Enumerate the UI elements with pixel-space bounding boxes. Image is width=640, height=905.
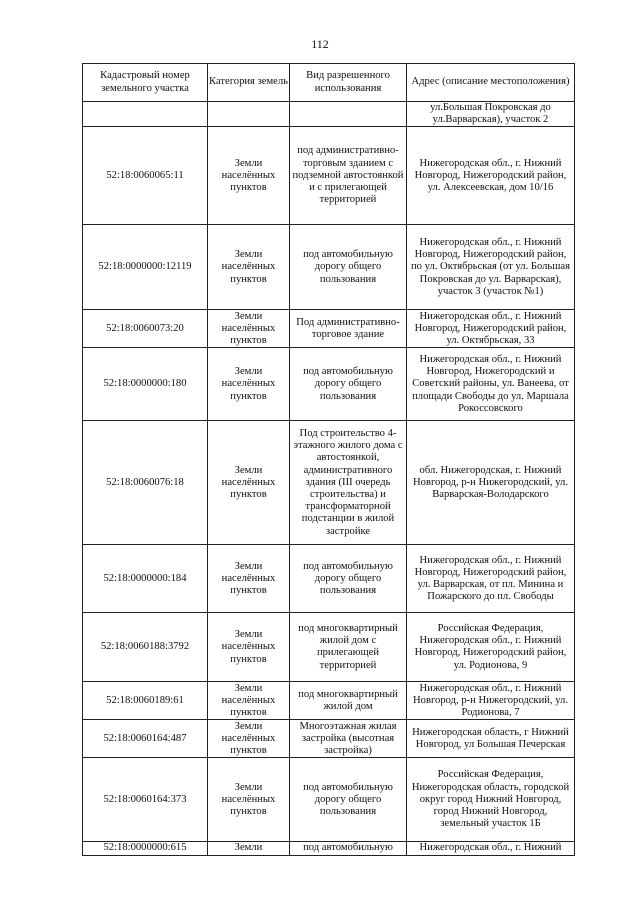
cadastral-number: 52:18:0000000:180 [83,348,208,421]
land-category: Земли населённых пунктов [208,682,290,720]
land-category: Земли населённых пунктов [208,545,290,613]
permitted-use: под многоквартирный жилой дом [290,682,407,720]
land-category: Земли населённых пунктов [208,421,290,545]
address: Нижегородская обл., г. Нижний [407,842,575,855]
permitted-use: под многоквартирный жилой дом с прилегающей территорией [290,613,407,682]
land-category: Земли населённых пунктов [208,310,290,348]
address: Нижегородская обл., г. Нижний Новгород, Нижегородский район, ул. Октябрьская, 33 [407,310,575,348]
table-row [83,102,575,127]
address: ул.Большая Покровская до ул.Варварская), участок 2 [407,102,575,127]
address: обл. Нижегородская, г. Нижний Новгород, р-н Нижегородский, ул. Варварская-Володарского [407,421,575,545]
cadastral-number: 52:18:0000000:615 [83,842,208,855]
cadastral-number: 52:18:0060188:3792 [83,613,208,682]
cadastral-number: 52:18:0000000:184 [83,545,208,613]
address: Российская Федерация, Нижегородская область, городской округ город Нижний Новгород, город Нижний Новгород, земельный участок 1Б [407,758,575,842]
page-number: 112 [311,37,329,51]
table-row [83,348,575,421]
permitted-use: под автомобильную дорогу общего пользования [290,348,407,421]
table-row [83,613,575,682]
cadastral-number [83,102,208,127]
cadastral-table [82,63,575,856]
permitted-use: под автомобильную [290,842,407,855]
permitted-use: под автомобильную дорогу общего пользования [290,545,407,613]
land-category: Земли населённых пунктов [208,127,290,225]
table-row [83,545,575,613]
address: Нижегородская область, г Нижний Новгород, ул Большая Печерская [407,720,575,758]
permitted-use: под автомобильную дорогу общего пользования [290,225,407,310]
cadastral-number: 52:18:0060164:373 [83,758,208,842]
permitted-use: Многоэтажная жилая застройка (высотная застройка) [290,720,407,758]
address: Нижегородская обл., г. Нижний Новгород, Нижегородский район, по ул. Октябрьская (от ул. Большая Покровская до ул. Варварская), участок 3 (участок №1) [407,225,575,310]
address: Нижегородская обл., г. Нижний Новгород, Нижегородский и Советский районы, ул. Ванеева, от площади Свободы до ул. Маршала Рокоссовского [407,348,575,421]
table-row [83,720,575,758]
permitted-use: под автомобильную дорогу общего пользования [290,758,407,842]
address: Нижегородская обл., г. Нижний Новгород, р-н Нижегородский, ул. Родионова, 7 [407,682,575,720]
land-category: Земли населённых пунктов [208,225,290,310]
cadastral-number: 52:18:0060189:61 [83,682,208,720]
cadastral-number: 52:18:0060164:487 [83,720,208,758]
header-land-category: Категория земель [208,64,290,102]
cadastral-number: 52:18:0060065:11 [83,127,208,225]
table-row [83,682,575,720]
cadastral-number: 52:18:0000000:12119 [83,225,208,310]
permitted-use [290,102,407,127]
address: Нижегородская обл., г. Нижний Новгород, Нижегородский район, ул. Варварская, от пл. Минина и Пожарского до пл. Свободы [407,545,575,613]
table-row [83,310,575,348]
address: Нижегородская обл., г. Нижний Новгород, Нижегородский район, ул. Алексеевская, дом 10/16 [407,127,575,225]
permitted-use: Под строительство 4-этажного жилого дома с автостоянкой, административного здания (III очередь строительства) и трансформаторной подстанции в жилой застройке [290,421,407,545]
land-category: Земли населённых пунктов [208,720,290,758]
table-row [83,758,575,842]
header-cadastral-number: Кадастровый номер земельного участка [83,64,208,102]
land-category: Земли [208,842,290,855]
table-row [83,127,575,225]
address: Российская Федерация, Нижегородская обл., г. Нижний Новгород, Нижегородский район, ул. Родионова, 9 [407,613,575,682]
cadastral-number: 52:18:0060076:18 [83,421,208,545]
land-category: Земли населённых пунктов [208,348,290,421]
land-category: Земли населённых пунктов [208,758,290,842]
header-address: Адрес (описание местоположения) [407,64,575,102]
table-row [83,421,575,545]
table-row [83,842,575,855]
permitted-use: Под административно-торговое здание [290,310,407,348]
table-row [83,225,575,310]
header-row [83,64,575,102]
header-permitted-use: Вид разрешенного использования [290,64,407,102]
land-category: Земли населённых пунктов [208,613,290,682]
land-category [208,102,290,127]
cadastral-number: 52:18:0060073:20 [83,310,208,348]
permitted-use: под административно-торговым зданием с подземной автостоянкой и с прилегающей территорией [290,127,407,225]
